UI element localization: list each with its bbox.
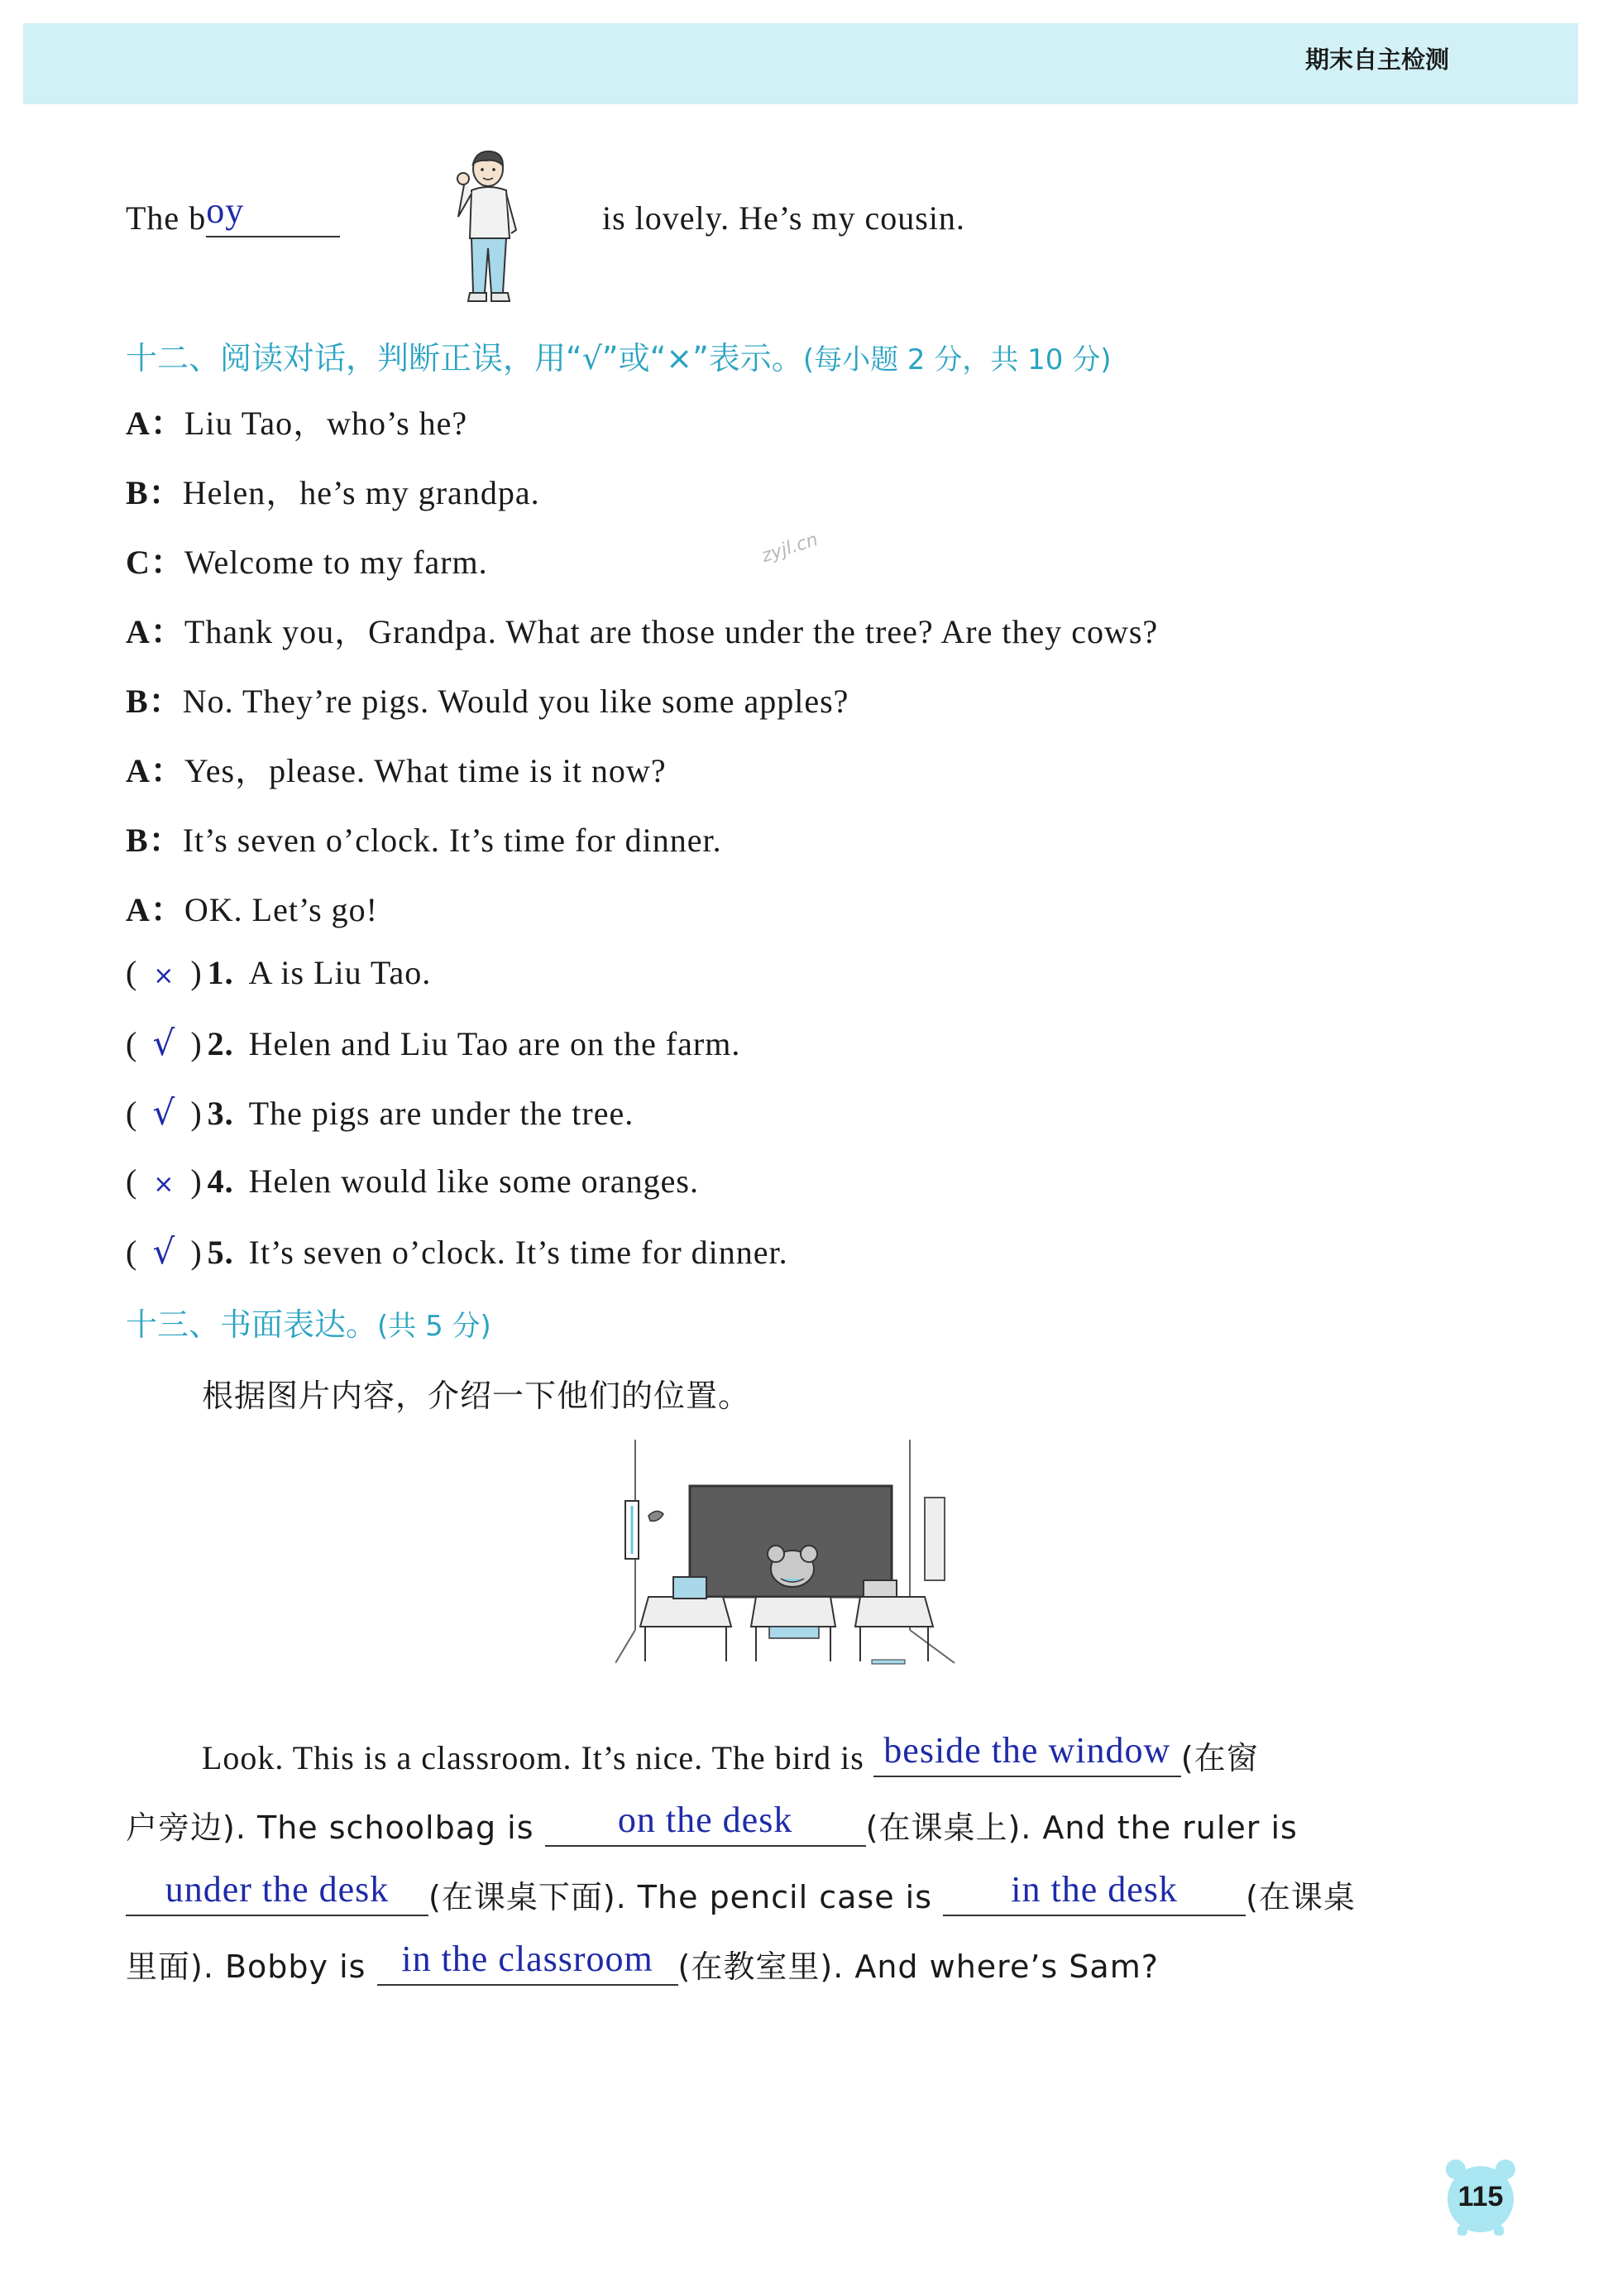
answer-mark: √ (152, 1231, 176, 1272)
dialogue-line: B：No. They’re pigs. Would you like some apples? (126, 683, 849, 720)
passage-line-4 (126, 1941, 1159, 1987)
q11-last-line (126, 190, 340, 237)
classroom-illustration (615, 1440, 963, 1680)
dialogue-line: B：Helen，he’s my grandpa. (126, 474, 540, 511)
speaker-label: B (126, 822, 149, 859)
dialogue-text: Thank you，Grandpa. What are those under the tree? Are they cows? (184, 613, 1159, 650)
section12-title-text: 十二、阅读对话，判断正误，用“√”或“×”表示。 (126, 340, 803, 376)
passage-line-3 (126, 1869, 1356, 1917)
answer-1: beside the window (883, 1730, 1171, 1771)
dialogue-text: No. They’re pigs. Would you like some apples? (182, 683, 849, 720)
passage-line-2 (126, 1802, 1298, 1848)
speaker-label: A (126, 613, 151, 650)
answer-5: in the classroom (401, 1939, 653, 1979)
passage-text: (在课桌上). And the ruler is (865, 1809, 1298, 1846)
answer-4: in the desk (1011, 1869, 1178, 1910)
item-text: A is Liu Tao. (248, 954, 432, 991)
tf-item: ( × ) 1. A is Liu Tao. (126, 954, 432, 991)
tf-item: ( √ ) 5. It’s seven o’clock. It’s time for dinner. (126, 1231, 788, 1272)
dialogue-text: Helen，he’s my grandpa. (182, 474, 540, 511)
tf-item: ( √ ) 2. Helen and Liu Tao are on the farm. (126, 1023, 741, 1063)
section12-title (126, 333, 1111, 378)
speaker-label: A (126, 752, 151, 789)
passage-text: (在窗 (1180, 1740, 1259, 1776)
passage-text: (在课桌 (1246, 1879, 1356, 1915)
dialogue-text: OK. Let’s go! (184, 891, 378, 928)
dialogue-text: It’s seven o’clock. It’s time for dinner. (182, 822, 722, 859)
answer-blank (545, 1800, 866, 1847)
q11-prefix: The b (126, 199, 207, 237)
section13-title (126, 1299, 491, 1345)
answer-3: under the desk (165, 1869, 390, 1910)
item-number: 5. (207, 1234, 234, 1271)
answer-blank (873, 1730, 1181, 1777)
section12-points: (每小题 2 分，共 10 分) (802, 343, 1112, 376)
passage-text: (在教室里). And where’s Sam? (677, 1948, 1159, 1985)
speaker-label: A (126, 891, 151, 928)
tf-item: ( × ) 4. Helen would like some oranges. (126, 1162, 699, 1200)
answer-mark: √ (152, 1092, 176, 1133)
speaker-label: C (126, 544, 151, 581)
passage-text: (在课桌下面). The pencil case is (428, 1879, 944, 1915)
speaker-label: A (126, 405, 151, 442)
answer-blank (377, 1939, 678, 1986)
passage-text: Look. This is a classroom. It’s nice. The bird is (202, 1739, 873, 1776)
answer-mark: √ (152, 1023, 176, 1063)
passage-text: 户旁边). The schoolbag is (126, 1809, 545, 1846)
dialogue-text: Liu Tao，who’s he? (184, 405, 468, 442)
dialogue-line: A：Yes，please. What time is it now? (126, 752, 667, 789)
item-text: It’s seven o’clock. It’s time for dinner. (248, 1234, 788, 1271)
item-number: 4. (207, 1162, 234, 1200)
answer-mark: × (153, 961, 175, 990)
item-number: 2. (207, 1025, 234, 1062)
dialogue-text: Welcome to my farm. (184, 544, 488, 581)
boy-illustration (447, 147, 529, 306)
q11-blank (206, 190, 340, 237)
answer-2: on the desk (617, 1800, 793, 1840)
answer-blank (943, 1869, 1246, 1916)
item-text: Helen would like some oranges. (248, 1162, 699, 1200)
dialogue-text: Yes，please. What time is it now? (184, 752, 667, 789)
item-number: 3. (207, 1095, 234, 1132)
section13-points: (共 5 分) (377, 1310, 491, 1343)
item-number: 1. (207, 954, 234, 991)
header-title: 期末自主检测 (1304, 46, 1449, 74)
passage-line-1 (202, 1730, 1259, 1778)
dialogue-line: C：Welcome to my farm. (126, 544, 488, 581)
dialogue-line: A：OK. Let’s go! (126, 891, 378, 928)
answer-mark: × (153, 1170, 175, 1199)
section13-instruction: 根据图片内容，介绍一下他们的位置。 (202, 1378, 751, 1414)
passage-text: 里面). Bobby is (126, 1948, 377, 1985)
dialogue-line: B：It’s seven o’clock. It’s time for dinner. (126, 822, 722, 859)
q11-answer: oy (206, 190, 245, 231)
watermark: zyjl.cn (758, 529, 821, 568)
q11-suffix: is lovely. He’s my cousin. (602, 199, 965, 237)
item-text: The pigs are under the tree. (248, 1095, 634, 1132)
page-number: 115 (1457, 2181, 1504, 2212)
tf-item: ( √ ) 3. The pigs are under the tree. (126, 1092, 634, 1133)
section13-title-text: 十三、书面表达。 (126, 1306, 378, 1343)
answer-blank (126, 1869, 428, 1916)
dialogue-line: A：Liu Tao，who’s he? (126, 405, 468, 442)
speaker-label: B (126, 474, 149, 511)
dialogue-line: A：Thank you，Grandpa. What are those under the tree? Are they cows? (126, 613, 1159, 650)
speaker-label: B (126, 683, 149, 720)
item-text: Helen and Liu Tao are on the farm. (248, 1025, 741, 1062)
